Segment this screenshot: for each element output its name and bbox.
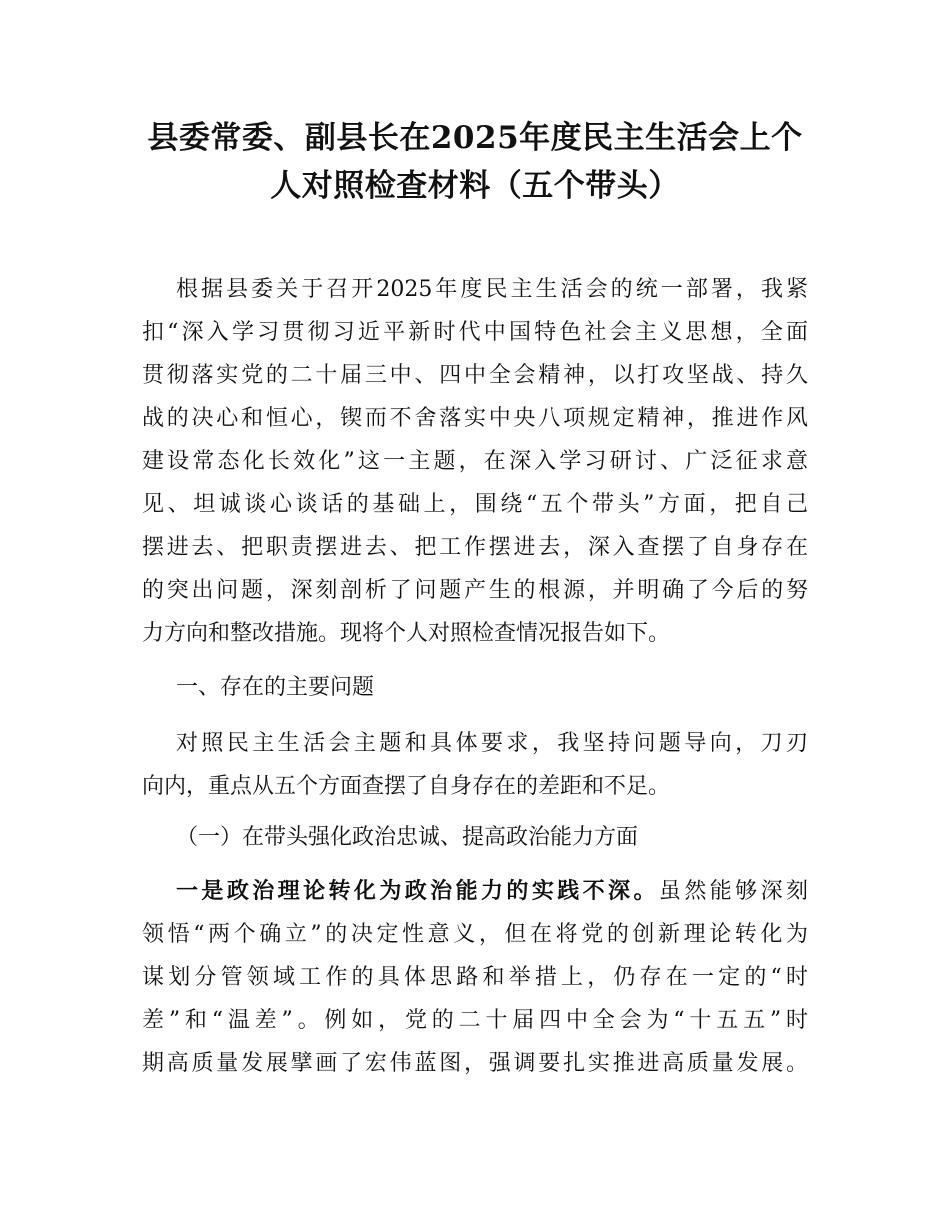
intro-line: 摆进去、把职责摆进去、把工作摆进去，深入查摆了自身存在	[142, 535, 808, 560]
intro-line: 见、坦诚谈心谈话的基础上，围绕“五个带头”方面，把自己	[142, 492, 808, 517]
point-text-line: 领悟“两个确立”的决定性意义，但在将党的创新理论转化为	[142, 922, 808, 947]
point-text-line: 谋划分管领域工作的具体思路和举措上，仍存在一定的“时	[142, 965, 808, 990]
point-first-line	[176, 872, 808, 912]
section-text-line: 向内，重点从五个方面查摆了自身存在的差距和不足。	[142, 774, 671, 799]
point-text-line: 差”和“温差”。例如，党的二十届四中全会为“十五五”时	[142, 1008, 808, 1033]
point-lead: 一是政治理论转化为政治能力的实践不深。	[176, 879, 659, 904]
section-text-line: 对照民主生活会主题和具体要求，我坚持问题导向，刀刃	[176, 731, 808, 756]
point-first-rest: 虽然能够深刻	[658, 879, 808, 904]
intro-line: 战的决心和恒心，锲而不舍落实中央八项规定精神，推进作风	[142, 406, 808, 431]
intro-line: 根据县委关于召开2025年度民主生活会的统一部署，我紧	[176, 277, 808, 302]
intro-line: 力方向和整改措施。现将个人对照检查情况报告如下。	[142, 621, 671, 646]
intro-line: 的突出问题，深刻剖析了问题产生的根源，并明确了今后的努	[142, 578, 808, 603]
document-title-line-2: 人对照检查材料（五个带头）	[270, 168, 680, 204]
subsection-heading: （一）在带头强化政治忠诚、提高政治能力方面	[176, 825, 639, 850]
section-heading: 一、存在的主要问题	[176, 675, 375, 700]
intro-line: 贯彻落实党的二十届三中、四中全会精神，以打攻坚战、持久	[142, 363, 808, 388]
intro-line: 扣“深入学习贯彻习近平新时代中国特色社会主义思想，全面	[142, 320, 808, 345]
document-title-line-1: 县委常委、副县长在2025年度民主生活会上个	[147, 120, 803, 156]
point-text-line: 期高质量发展擘画了宏伟蓝图，强调要扎实推进高质量发展。	[142, 1051, 808, 1076]
intro-line: 建设常态化长效化”这一主题，在深入学习研讨、广泛征求意	[142, 449, 808, 474]
